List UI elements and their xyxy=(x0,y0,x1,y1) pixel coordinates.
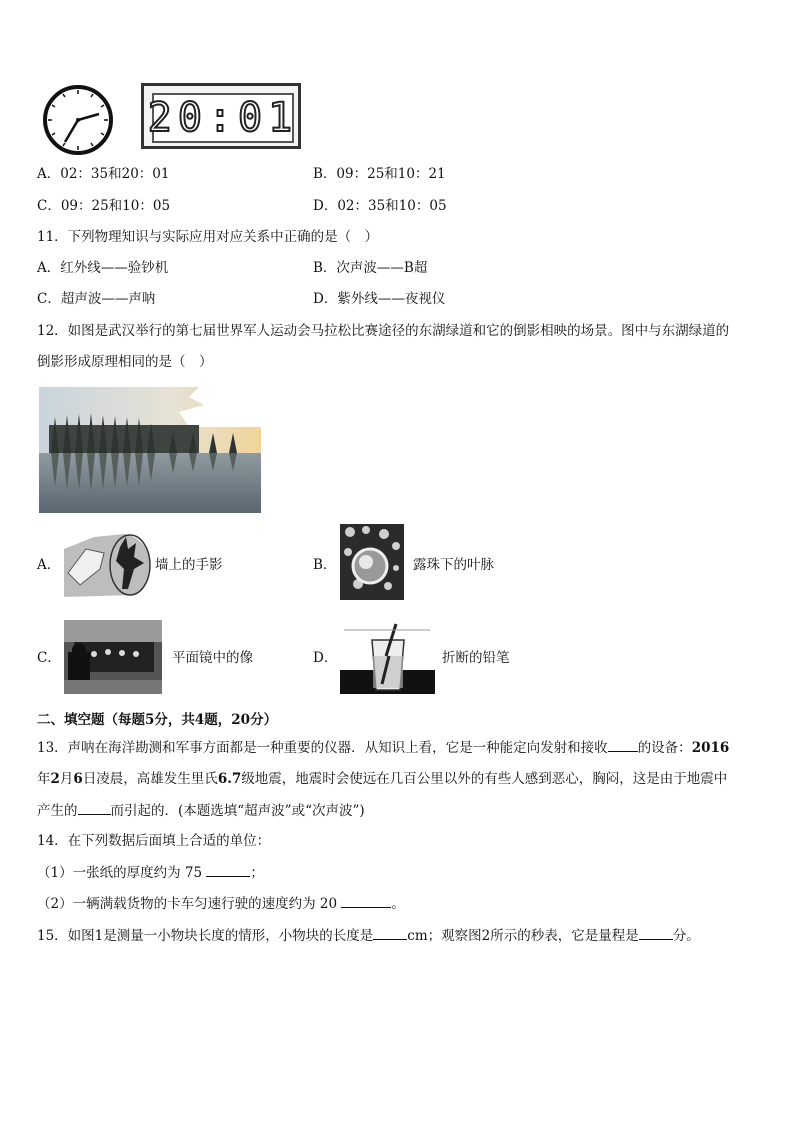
q12-stem-line2: 倒影形成原理相同的是（ ） xyxy=(37,354,213,370)
q12-option-c-letter: C． xyxy=(37,650,61,666)
hand-shadow-image xyxy=(64,529,152,597)
q11-option-a: A．红外线——验钞机 xyxy=(37,260,169,276)
q15-line xyxy=(37,925,700,946)
q13-blank-1[interactable] xyxy=(608,737,638,752)
q11-stem: 11．下列物理知识与实际应用对应关系中正确的是（ ） xyxy=(37,229,379,245)
q14-blank-1[interactable] xyxy=(206,862,250,877)
q13-text-2a: 年 xyxy=(37,771,51,787)
q11-option-c: C．超声波——声呐 xyxy=(37,291,156,307)
q13-magnitude: 6.7 xyxy=(217,771,242,787)
plane-mirror-image xyxy=(64,620,162,694)
q13-line3 xyxy=(37,800,365,821)
q10-option-a: A．02：35和20：01 xyxy=(37,166,170,182)
q13-year: 2016 xyxy=(691,740,730,756)
q13-blank-2[interactable] xyxy=(78,800,111,815)
q14-item2 xyxy=(37,893,405,914)
q11-option-d: D．紫外线——夜视仪 xyxy=(313,291,446,307)
q14-item2-text: （2）一辆满载货物的卡车匀速行驶的速度约为 20 xyxy=(37,896,338,912)
dewdrop-leaf-image xyxy=(340,524,404,600)
bent-pencil-image xyxy=(340,620,435,694)
analog-clock-image xyxy=(41,84,115,156)
q13-text-2e: 日凌晨，高雄发生里氏 xyxy=(82,771,218,787)
q14-item1-text: （1）一张纸的厚度约为 75 xyxy=(37,865,203,881)
q12-option-a-letter: A． xyxy=(37,557,61,573)
q13-text-3b: 而引起的．(本题选填“超声波”或“次声波”) xyxy=(110,803,365,819)
q12-stem-line1: 12．如图是武汉举行的第七届世界军人运动会马拉松比赛途径的东湖绿道和它的倒影相映的场景。图中与东湖绿道的 xyxy=(37,323,730,339)
q10-option-b: B．09：25和10：21 xyxy=(313,166,446,182)
digital-clock-image xyxy=(141,83,301,149)
q13-text-1a: 13．声呐在海洋勘测和军事方面都是一种重要的仪器．从知识上看，它是一种能定向发射和接收 xyxy=(37,740,608,756)
q14-blank-2[interactable] xyxy=(341,893,391,908)
q14-item1-end: ； xyxy=(250,865,264,881)
q10-option-d: D．02：35和10：05 xyxy=(313,198,447,214)
q12-option-a-caption: 墙上的手影 xyxy=(155,557,223,573)
q15-text-c: 分。 xyxy=(672,928,700,944)
q15-text-b: cm；观察图2所示的秒表，它是量程是 xyxy=(407,928,639,944)
q12-option-c-caption: 平面镜中的像 xyxy=(172,650,253,666)
q12-option-b-letter: B． xyxy=(313,557,337,573)
q13-day: 6 xyxy=(73,771,83,787)
q12-option-d-letter: D． xyxy=(313,650,338,666)
q13-line2 xyxy=(37,769,727,789)
q13-line1 xyxy=(37,737,729,758)
q14-item1 xyxy=(37,862,264,883)
q15-blank-2[interactable] xyxy=(639,925,673,940)
digital-clock-readout: 20:01 xyxy=(147,95,299,141)
q13-text-3a: 产生的 xyxy=(37,803,78,819)
q14-stem: 14．在下列数据后面填上合适的单位： xyxy=(37,833,271,849)
section-2-heading: 二、填空题（每题5分，共4题，20分） xyxy=(37,712,278,728)
q12-option-d-caption: 折断的铅笔 xyxy=(442,650,510,666)
q15-blank-1[interactable] xyxy=(373,925,407,940)
q14-item2-end: 。 xyxy=(391,896,405,912)
q13-month: 2 xyxy=(50,771,60,787)
q13-text-2g: 级地震，地震时会使远在几百公里以外的有些人感到恶心，胸闷，这是由于地震中 xyxy=(241,771,728,787)
q12-option-b-caption: 露珠下的叶脉 xyxy=(413,557,494,573)
q15-text-a: 15．如图1是测量一小物块长度的情形，小物块的长度是 xyxy=(37,928,374,944)
q11-option-b: B．次声波——B超 xyxy=(313,260,428,276)
east-lake-greenway-photo xyxy=(39,387,261,513)
q13-text-2c: 月 xyxy=(59,771,74,787)
q10-option-c: C．09：25和10：05 xyxy=(37,198,171,214)
q13-text-1b: 的设备： xyxy=(637,740,692,756)
